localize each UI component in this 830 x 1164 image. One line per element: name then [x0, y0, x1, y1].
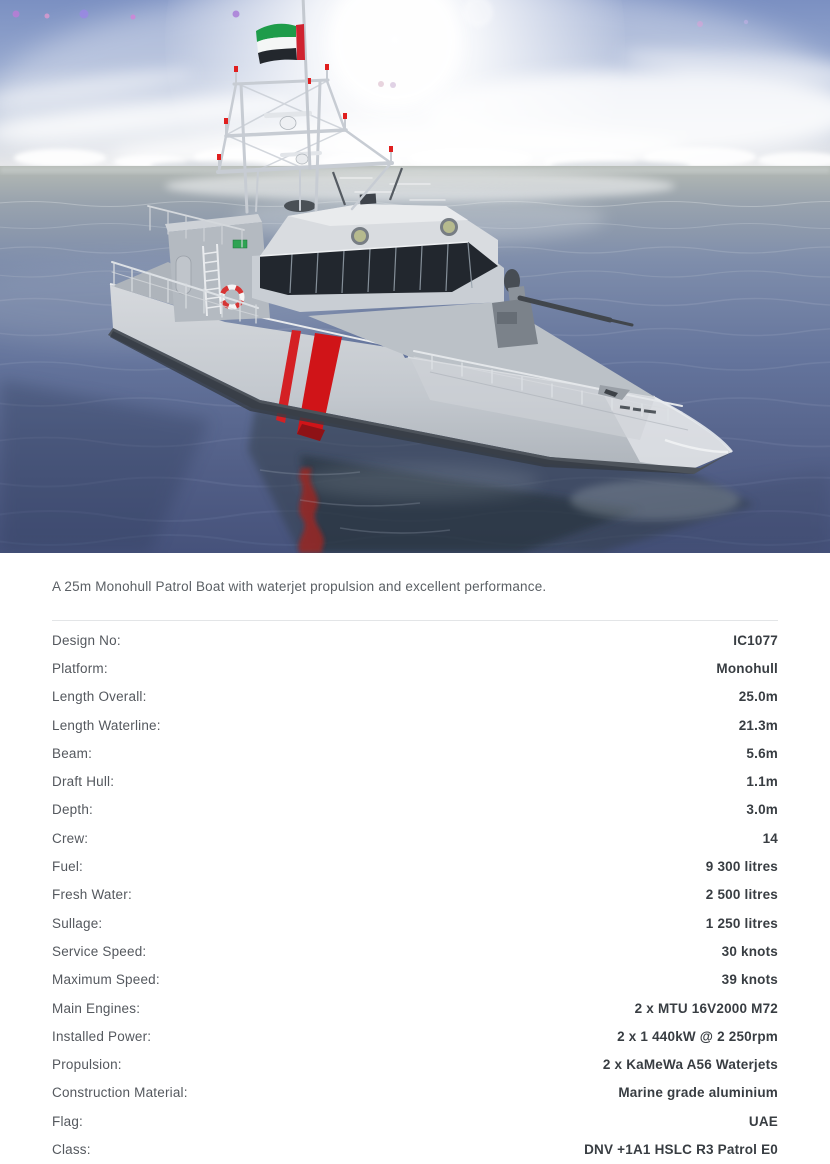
spec-label: Propulsion: [52, 1057, 122, 1073]
spec-label: Construction Material: [52, 1085, 188, 1101]
spotlight [351, 227, 369, 245]
spec-label: Beam: [52, 745, 93, 761]
spec-label: Main Engines: [52, 1000, 141, 1016]
hero-image [0, 0, 830, 553]
spec-label: Depth: [52, 802, 93, 818]
spec-value: 14 [762, 830, 778, 846]
spec-label: Installed Power: [52, 1028, 152, 1044]
spec-row [52, 852, 778, 880]
spec-label: Service Speed: [52, 943, 147, 959]
spec-label: Crew: [52, 830, 89, 846]
spec-table [52, 620, 778, 1164]
spotlight [440, 218, 458, 236]
spec-label: Platform: [52, 660, 108, 676]
spec-label: Fuel: [52, 859, 84, 875]
spec-row [52, 881, 778, 909]
spec-value: IC1077 [733, 632, 778, 648]
spec-row [52, 739, 778, 767]
green-sign [233, 240, 247, 248]
spec-value: 2 500 litres [705, 887, 778, 903]
spec-value: 39 knots [721, 972, 778, 988]
spec-label: Maximum Speed: [52, 972, 160, 988]
spec-row [52, 626, 778, 654]
spec-row [52, 1079, 778, 1107]
spec-row [52, 824, 778, 852]
spec-label: Length Overall: [52, 689, 147, 705]
spec-value: 2 x MTU 16V2000 M72 [634, 1000, 778, 1016]
spec-label: Fresh Water: [52, 887, 132, 903]
spec-row [52, 1135, 778, 1163]
spec-label: Flag: [52, 1113, 84, 1129]
spec-value: 2 x KaMeWa A56 Waterjets [602, 1057, 778, 1073]
spec-section [0, 567, 830, 1164]
boat-description: A 25m Monohull Patrol Boat with waterjet propulsion and excellent performance. [52, 578, 547, 594]
spec-row [52, 994, 778, 1022]
spec-label: Length Waterline: [52, 717, 161, 733]
spec-row [52, 654, 778, 682]
spec-value: 25.0m [738, 689, 778, 705]
spec-row [52, 796, 778, 824]
spec-value: 21.3m [738, 717, 778, 733]
spec-row [52, 937, 778, 965]
spec-value: UAE [748, 1113, 778, 1129]
spec-value: Marine grade aluminium [618, 1085, 778, 1101]
spec-row [52, 767, 778, 795]
spec-label: Sullage: [52, 915, 103, 931]
spec-value: 9 300 litres [705, 859, 778, 875]
spec-value: Monohull [716, 660, 778, 676]
spec-value: 2 x 1 440kW @ 2 250rpm [617, 1028, 778, 1044]
spec-value: 3.0m [746, 802, 778, 818]
spec-label: Draft Hull: [52, 774, 115, 790]
spec-row [52, 683, 778, 711]
cabin-door [176, 256, 191, 294]
spec-row [52, 1022, 778, 1050]
spec-value: 5.6m [746, 745, 778, 761]
uae-flag-icon [256, 24, 305, 64]
spec-row [52, 909, 778, 937]
spec-label: Design No: [52, 632, 121, 648]
spec-value: 1.1m [746, 774, 778, 790]
spec-label: Class: [52, 1141, 91, 1157]
spec-value: 30 knots [721, 943, 778, 959]
spec-row [52, 966, 778, 994]
spec-row [52, 711, 778, 739]
spec-row [52, 1107, 778, 1135]
spec-value: 1 250 litres [705, 915, 778, 931]
spec-value: DNV +1A1 HSLC R3 Patrol E0 [584, 1141, 778, 1157]
spec-row [52, 1050, 778, 1078]
